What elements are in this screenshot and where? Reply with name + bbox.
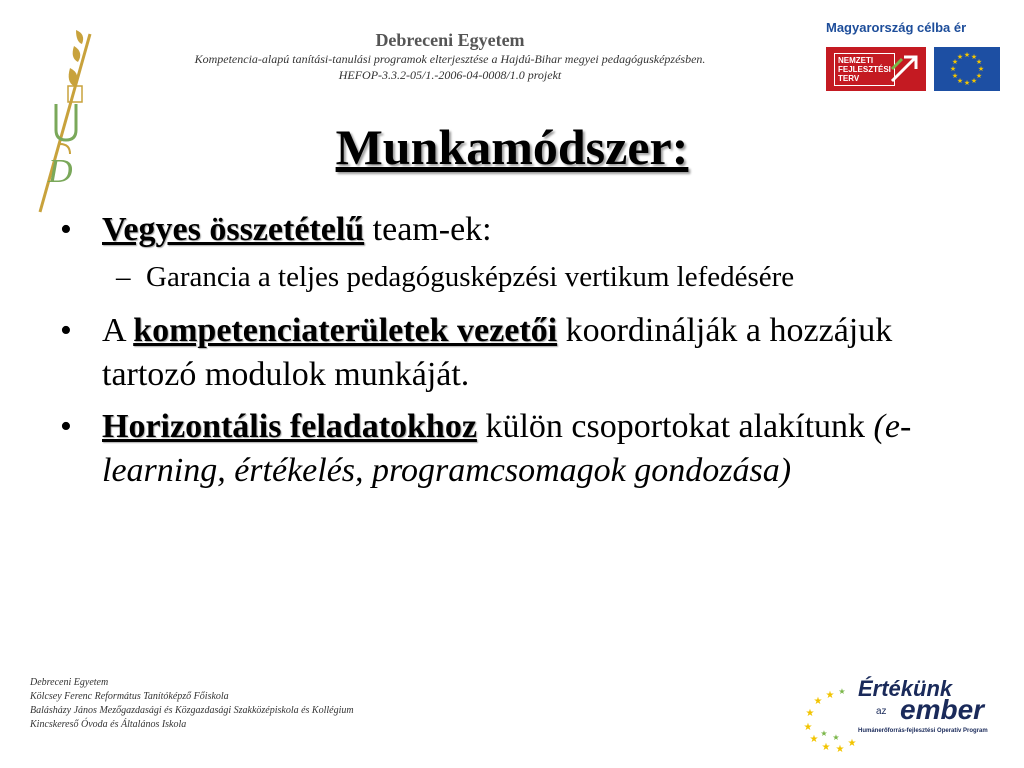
svg-text:★: ★ [820,729,828,738]
svg-text:★: ★ [963,51,971,59]
footer [30,676,354,732]
top-right-logos [826,20,1002,91]
bullet-italic-text: (e-learning, értékelés, programcsomagok gondozása) [102,408,912,489]
bullet-item [60,208,980,252]
nft-label-line: FEJLESZTÉSI [838,64,891,74]
svg-text:★: ★ [956,53,964,61]
svg-text:★: ★ [825,690,835,701]
footer-line: Kincskereső Óvoda és Általános Iskola [30,719,187,730]
nft-arrow-icon [890,55,920,83]
slide-content [60,208,980,501]
svg-text:★: ★ [813,696,823,707]
svg-text:★: ★ [963,79,971,87]
eu-flag-icon [934,47,1000,91]
footer-line: Balásházy János Mezőgazdasági és Közgazdasági Szakközépiskola és Kollégium [30,705,354,716]
logo-word-ember: ember [900,694,985,725]
bullet-item [60,309,980,397]
svg-text:★: ★ [951,58,959,66]
project-description: Kompetencia-alapú tanítási-tanulási programok elterjesztése a Hajdú-Bihar megyei pedagógusképzésben. [194,52,706,66]
bullet-emphasis: Horizontális feladatokhoz [102,408,477,445]
sub-bullet-item [60,260,980,295]
bullet-text: koordinálják a hozzájuk tartozó modulok munkáját. [102,312,893,393]
svg-text:★: ★ [803,722,813,733]
bullet-text: team-ek: [364,211,492,248]
bullet-emphasis: kompetenciaterületek vezetői [133,312,558,349]
svg-text:★: ★ [949,65,957,73]
svg-text:★: ★ [809,734,819,745]
bullet-marker: • [60,408,72,445]
logo-word-ertekunk: Értékünk [858,676,953,701]
logo-word-az: az [876,706,887,717]
star-ring-icon [800,676,860,756]
logo-tagline: Humánerőforrás-fejlesztési Operatív Program [858,728,988,734]
svg-text:★: ★ [847,738,857,749]
institution-name: Debreceni Egyetem [375,30,525,50]
svg-text:★: ★ [838,687,846,696]
bullet-marker: • [60,312,72,349]
bullet-emphasis: Vegyes összetételű [102,211,365,248]
bullet-item [60,405,980,493]
svg-text:★: ★ [970,53,978,61]
svg-text:★: ★ [832,733,840,742]
svg-text:★: ★ [956,77,964,85]
slide-title: Munkamódszer: [335,119,689,175]
svg-text:★: ★ [951,72,959,80]
svg-text:★: ★ [975,58,983,66]
ertekunk-az-ember-logo [800,676,1006,756]
nft-label-line: TERV [838,73,860,83]
svg-text:★: ★ [975,72,983,80]
bullet-text-prefix: A [102,312,134,349]
svg-text:D: D [48,153,73,190]
svg-text:★: ★ [970,77,978,85]
svg-text:★: ★ [835,744,845,755]
bullet-marker: • [60,211,72,248]
nft-logo [826,47,926,91]
footer-line: Debreceni Egyetem [30,677,109,688]
project-code: HEFOP-3.3.2-05/1.-2006-04-0008/1.0 projekt [338,68,562,82]
sub-bullet-text: Garancia a teljes pedagógusképzési vertikum lefedésére [146,261,795,293]
svg-text:★: ★ [821,742,831,753]
nft-label-line: NEMZETI [838,55,874,65]
bullet-text: külön csoportokat alakítunk [476,408,874,445]
svg-text:★: ★ [805,708,815,719]
footer-line: Kölcsey Ferenc Református Tanítóképző Főiskola [30,691,229,702]
sub-bullet-marker: – [116,261,131,293]
header [130,30,770,83]
svg-text:★: ★ [977,65,985,73]
slogan: Magyarország célba ér [826,20,967,35]
